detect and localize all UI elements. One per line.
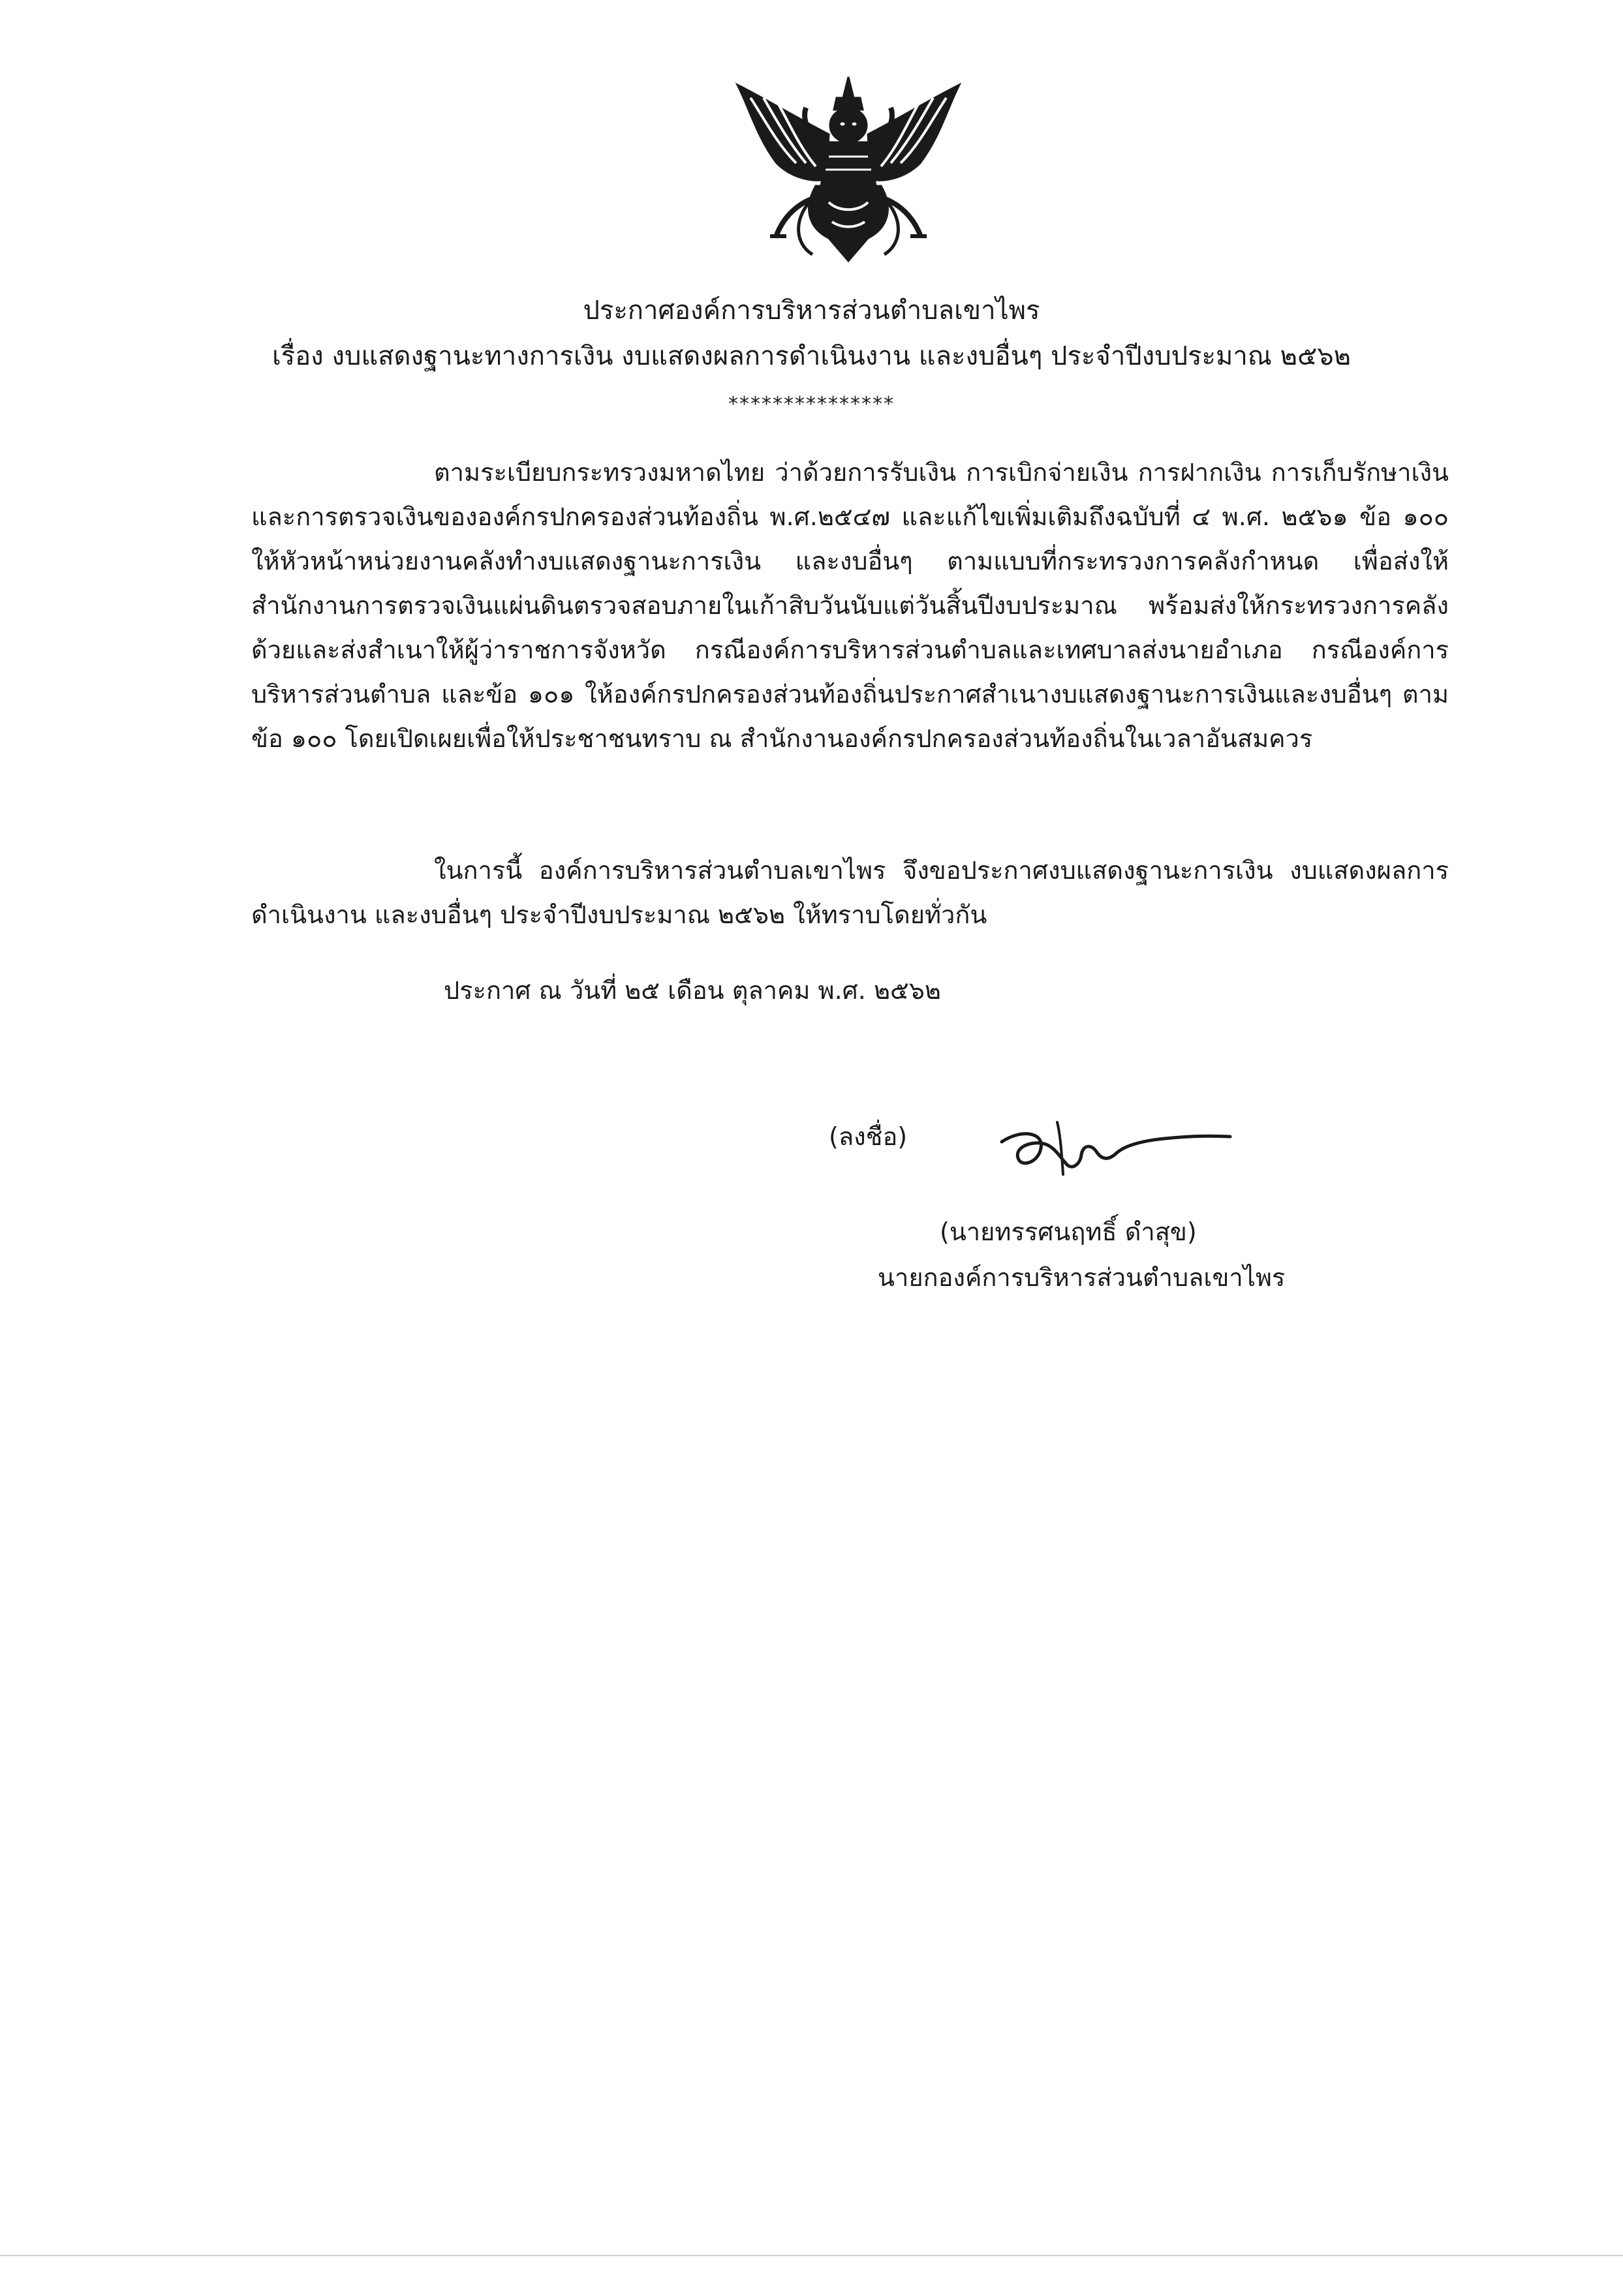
page-bottom-edge: [0, 2255, 1623, 2256]
body-paragraph-2: ในการนี้ องค์การบริหารส่วนตำบลเขาไพร จึงขอประกาศงบแสดงฐานะการเงิน งบแสดงผลการดำเนินงาน และงบอื่นๆ ประจำปีงบประมาณ ๒๕๖๒ ให้ทราบโดยทั่วกัน: [251, 856, 1449, 929]
signer-name: (นายทรรศนฤทธิ์ ดำสุข): [940, 1217, 1197, 1246]
separator-line: ***************: [728, 393, 895, 416]
document-title: ประกาศองค์การบริหารส่วนตำบลเขาไพร: [583, 296, 1040, 326]
garuda-emblem-icon: [724, 72, 972, 274]
handwritten-signature-icon: [995, 1103, 1237, 1201]
signature-label: (ลงชื่อ): [829, 1122, 908, 1151]
signer-position: นายกองค์การบริหารส่วนตำบลเขาไพร: [878, 1263, 1286, 1292]
document-subject: เรื่อง งบแสดงฐานะทางการเงิน งบแสดงผลการดำเนินงาน และงบอื่นๆ ประจำปีงบประมาณ ๒๕๖๒: [271, 341, 1352, 371]
body-paragraph-1: ตามระเบียบกระทรวงมหาดไทย ว่าด้วยการรับเงิน การเบิกจ่ายเงิน การฝากเงิน การเก็บรักษาเงินและการตรวจเงินขององค์กรปกครองส่วนท้องถิ่น พ.ศ.๒๕๔๗ และแก้ไขเพิ่มเติมถึงฉบับที่ ๔ พ.ศ. ๒๕๖๑ ข้อ ๑๐๐ ให้หัวหน้าหน่วยงานคลังทำงบแสดงฐานะการเงิน และงบอื่นๆ ตามแบบที่กระทรวงการคลังกำหนด เพื่อส่งให้สำนักงานการตรวจเงินแผ่นดินตรวจสอบภายในเก้าสิบวันนับแต่วันสิ้นปีงบประมาณ พร้อมส่งให้กระทรวงการคลังด้วยและส่งสำเนาให้ผู้ว่าราชการจังหวัด กรณีองค์การบริหารส่วนตำบลและเทศบาลส่งนายอำเภอ กรณีองค์การบริหารส่วนตำบล และข้อ ๑๐๑ ให้องค์กรปกครองส่วนท้องถิ่นประกาศสำเนางบแสดงฐานะการเงินและงบอื่นๆ ตามข้อ ๑๐๐ โดยเปิดเผยเพื่อให้ประชาชนทราบ ณ สำนักงานองค์กรปกครองส่วนท้องถิ่นในเวลาอันสมควร: [251, 458, 1449, 753]
announcement-date: ประกาศ ณ วันที่ ๒๕ เดือน ตุลาคม พ.ศ. ๒๕๖๒: [444, 976, 941, 1005]
